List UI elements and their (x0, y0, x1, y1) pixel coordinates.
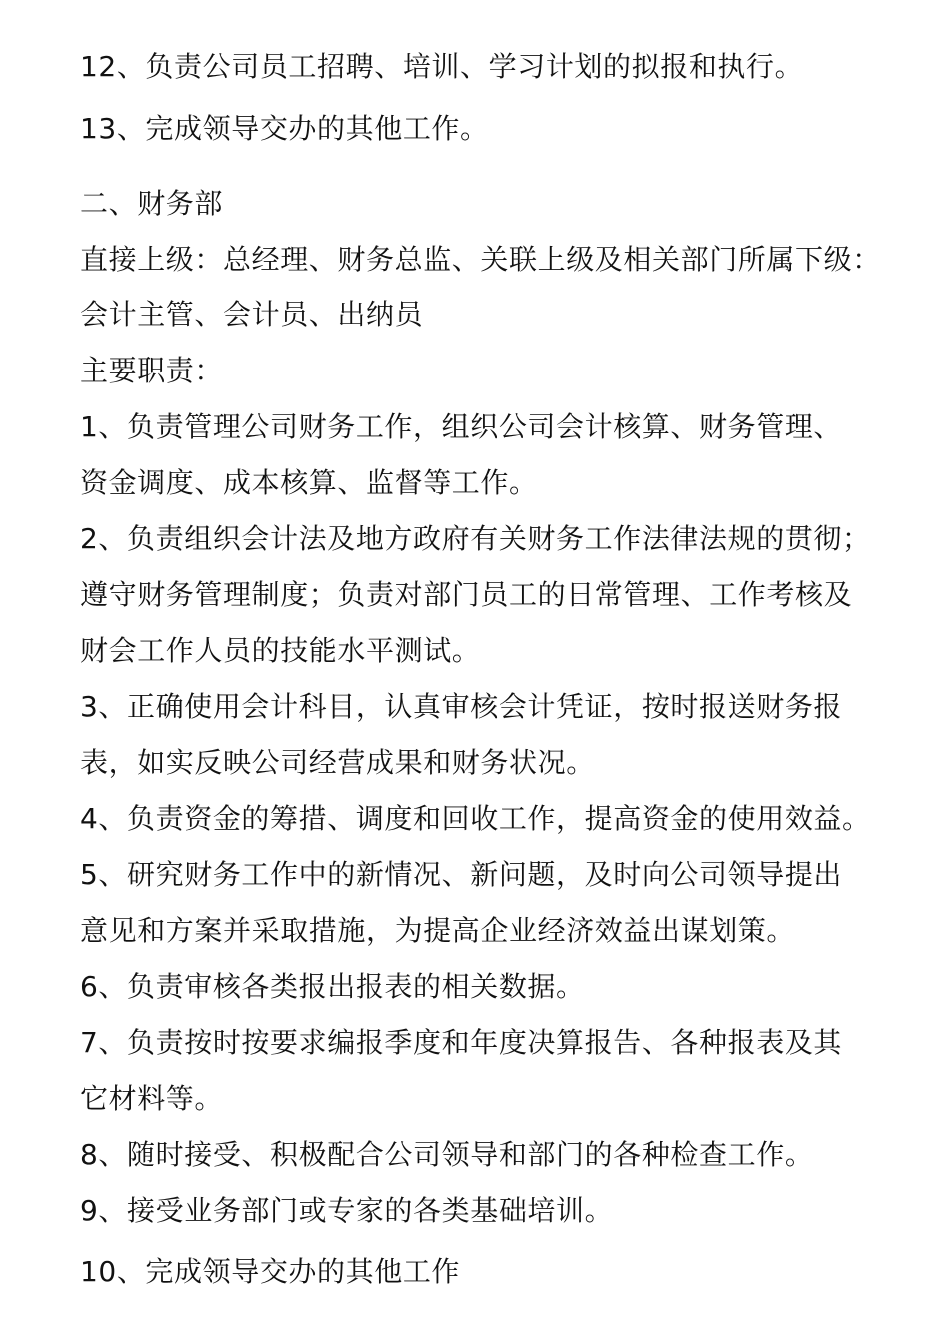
text-line: 4、负责资金的筹措、调度和回收工作，提高资金的使用效益。 (80, 802, 871, 835)
text-line: 主要职责： (80, 354, 224, 387)
text-line: 13、完成领导交办的其他工作。 (80, 112, 489, 145)
text-line: 财会工作人员的技能水平测试。 (80, 634, 481, 667)
text-line: 8、随时接受、积极配合公司领导和部门的各种检查工作。 (80, 1138, 814, 1171)
text-line: 10、完成领导交办的其他工作 (80, 1255, 461, 1288)
text-line: 会计主管、会计员、出纳员 (80, 298, 424, 331)
text-line: 6、负责审核各类报出报表的相关数据。 (80, 970, 585, 1003)
text-line: 直接上级：总经理、财务总监、关联上级及相关部门所属下级： (80, 243, 881, 276)
text-line: 9、接受业务部门或专家的各类基础培训。 (80, 1194, 614, 1227)
text-line: 遵守财务管理制度；负责对部门员工的日常管理、工作考核及 (80, 578, 853, 611)
text-line: 资金调度、成本核算、监督等工作。 (80, 466, 538, 499)
text-line: 它材料等。 (80, 1082, 224, 1115)
text-line: 2、负责组织会计法及地方政府有关财务工作法律法规的贯彻； (80, 522, 871, 555)
text-line: 3、正确使用会计科目，认真审核会计凭证，按时报送财务报 (80, 690, 843, 723)
text-line: 12、负责公司员工招聘、培训、学习计划的拟报和执行。 (80, 50, 804, 83)
text-line: 7、负责按时按要求编报季度和年度决算报告、各种报表及其 (80, 1026, 843, 1059)
text-line: 表，如实反映公司经营成果和财务状况。 (80, 746, 595, 779)
section-heading: 二、财务部 (80, 187, 224, 220)
text-line: 5、研究财务工作中的新情况、新问题，及时向公司领导提出 (80, 858, 843, 891)
text-line: 意见和方案并采取措施，为提高企业经济效益出谋划策。 (80, 914, 796, 947)
text-line: 1、负责管理公司财务工作，组织公司会计核算、财务管理、 (80, 410, 843, 443)
